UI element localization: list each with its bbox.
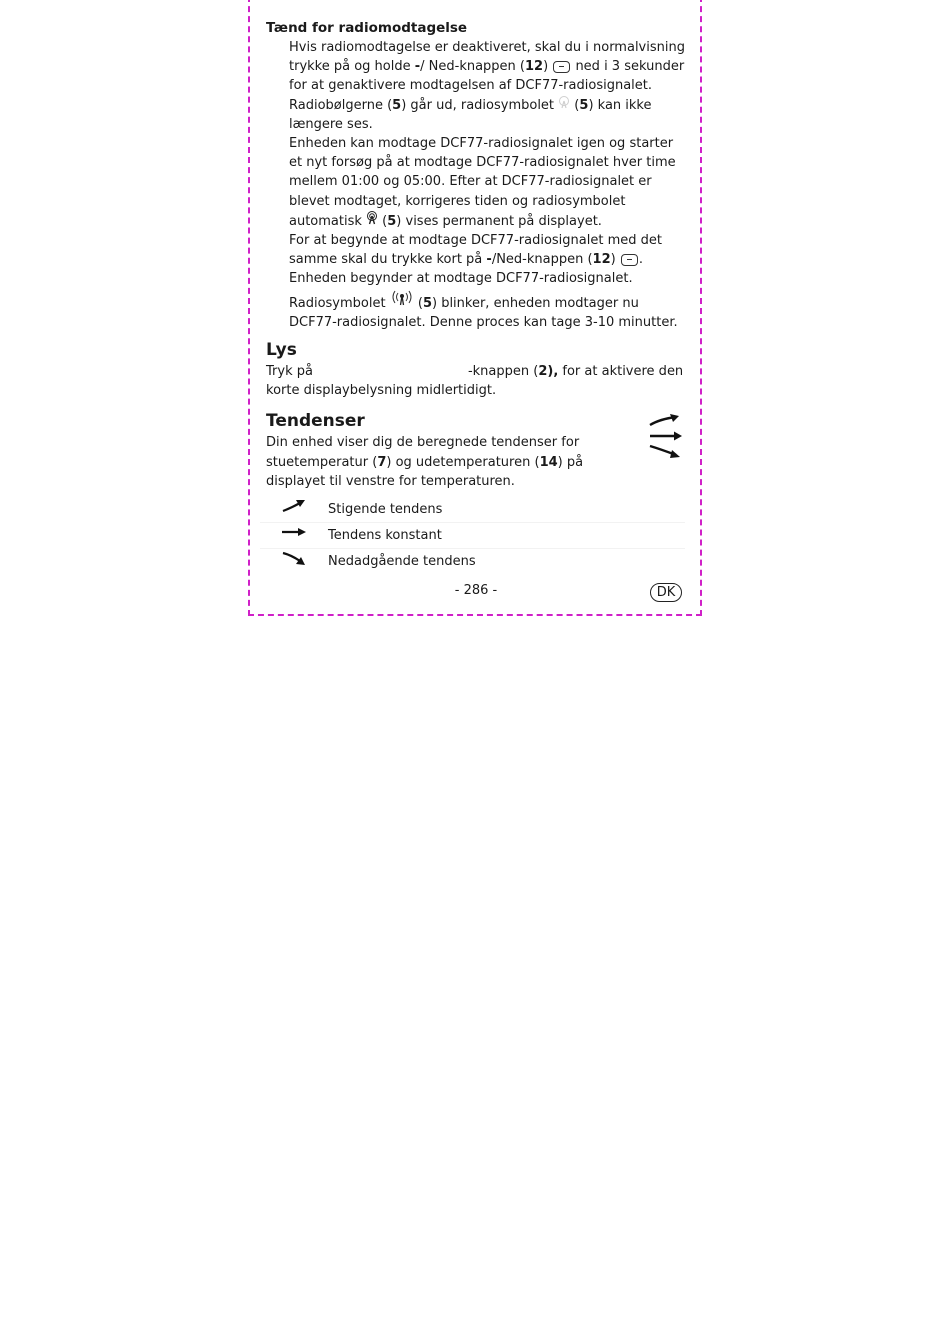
trend-arrows-icon bbox=[648, 413, 684, 459]
radio-reception-body bbox=[289, 38, 686, 332]
trends-section bbox=[266, 409, 686, 574]
trends-table bbox=[260, 497, 685, 574]
country-code-badge: DK bbox=[650, 583, 682, 602]
arrow-steady-icon bbox=[281, 524, 307, 540]
radio-waves-icon bbox=[390, 289, 414, 307]
trends-heading: Tendenser bbox=[266, 411, 365, 432]
minus-button-icon bbox=[553, 61, 570, 73]
light-paragraph: Tryk på -knappen (2), for at aktivere den korte displaybelysning midlertidigt. bbox=[266, 364, 684, 399]
table-row bbox=[260, 523, 685, 549]
radio-paragraph-3: Enheden kan modtage DCF77-radiosignalet igen og starter et nyt forsøg på at modtage DCF77-radiosignalet hver time mellem 01:00 og 05:00. Efter at DCF77-radiosignalet er blevet modtaget, korrigeres tiden og radiosymbolet automatisk (5) vises permanent på displayet. bbox=[289, 136, 676, 229]
trend-label: Nedadgående tendens bbox=[328, 553, 476, 569]
trend-label: Tendens konstant bbox=[328, 523, 685, 549]
radio-reception-heading: Tænd for radiomodtagelse bbox=[266, 20, 468, 36]
table-row bbox=[260, 497, 685, 523]
radio-paragraph-2: Radiobølgerne (5) går ud, radiosymbolet (5) kan ikke længere ses. bbox=[289, 97, 652, 132]
trend-label: Stigende tendens bbox=[328, 497, 685, 523]
page-number: - 286 - bbox=[454, 583, 498, 598]
table-row bbox=[260, 549, 685, 575]
light-heading: Lys bbox=[266, 340, 297, 361]
radio-paragraph-1: Hvis radiomodtagelse er deaktiveret, skal du i normalvisning trykke på og holde -/ Ned-knappen (12) ned i 3 sekunder for at genaktivere modtagelsen af DCF77-radiosignalet. bbox=[289, 40, 685, 94]
minus-button-icon bbox=[621, 254, 638, 266]
trends-paragraph: Din enhed viser dig de beregnede tendenser for stuetemperatur (7) og udetemperaturen (14) på displayet til venstre for temperaturen. bbox=[266, 435, 584, 489]
radio-tower-icon bbox=[366, 211, 378, 225]
radio-tower-faded-icon bbox=[558, 96, 570, 109]
page-content bbox=[266, 18, 686, 574]
arrow-rising-icon bbox=[281, 498, 307, 514]
radio-paragraph-6: Radiosymbolet (5) blinker, enheden modtager nu DCF77-radiosignalet. Denne proces kan tage 3-10 minutter. bbox=[289, 289, 686, 332]
arrow-falling-icon bbox=[281, 550, 307, 566]
radio-paragraph-5: Enheden begynder at modtage DCF77-radiosignalet. bbox=[289, 271, 633, 287]
radio-paragraph-4: For at begynde at modtage DCF77-radiosignalet med det samme skal du trykke kort på -/Ned-knappen (12) . bbox=[289, 233, 662, 268]
page-footer bbox=[266, 583, 686, 603]
